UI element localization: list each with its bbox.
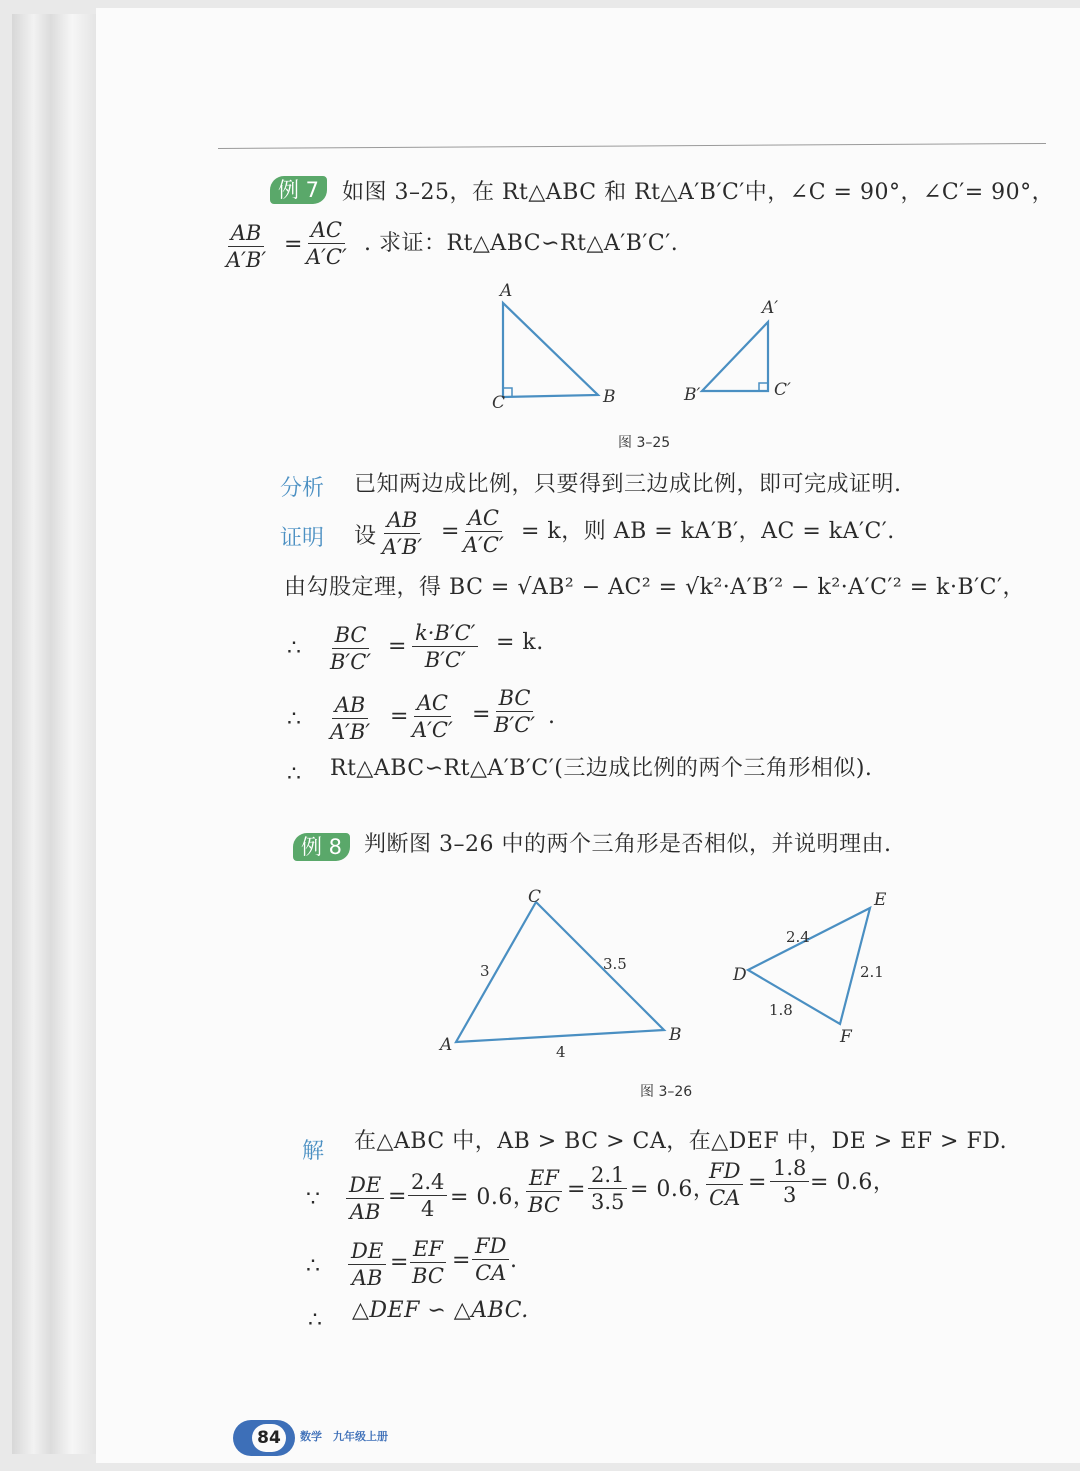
vertex-label-f: F bbox=[840, 1027, 852, 1047]
triangle-a2b2c2 bbox=[683, 298, 791, 405]
therefore-symbol: ∴ bbox=[287, 636, 301, 661]
equals-sign: = bbox=[441, 519, 460, 544]
numerator: FD bbox=[706, 1158, 743, 1185]
vertex-label-e: E bbox=[874, 890, 887, 910]
denominator: AB bbox=[351, 1266, 383, 1290]
equals-sign: = bbox=[452, 1248, 471, 1273]
denominator: BC bbox=[412, 1264, 444, 1288]
page-number: 84 bbox=[252, 1424, 286, 1452]
equals-sign: = bbox=[388, 634, 407, 659]
therefore-symbol: ∴ bbox=[306, 1254, 320, 1279]
fraction-1.8-over-3 bbox=[770, 1155, 809, 1208]
denominator: A′C′ bbox=[306, 245, 347, 269]
equals-sign: = bbox=[388, 1184, 407, 1209]
numerator: 2.1 bbox=[588, 1162, 627, 1189]
proof-line-2-pythagoras: 由勾股定理，得 BC = √AB² − AC² = √k²·A′B′² − k²·A′C′² = k·B′C′， bbox=[284, 575, 1025, 600]
vertex-label-a: A bbox=[440, 1035, 453, 1055]
side-length-ef: 2.1 bbox=[860, 963, 884, 981]
proof-conclusion: Rt△ABC∽Rt△A′B′C′(三边成比例的两个三角形相似). bbox=[330, 756, 873, 781]
numerator: 2.4 bbox=[408, 1169, 447, 1196]
figure-3-26-caption: 图 3–26 bbox=[640, 1084, 693, 1100]
period: . bbox=[548, 704, 556, 729]
equals-k: = k. bbox=[496, 630, 544, 655]
fraction-bc-over-b2c2 bbox=[494, 685, 535, 738]
proof-line-1-rest: = k，则 AB = kA′B′，AC = kA′C′. bbox=[521, 519, 895, 544]
therefore-symbol: ∴ bbox=[308, 1308, 322, 1333]
triangle-def bbox=[732, 890, 887, 1047]
vertex-label-b: B bbox=[603, 387, 616, 407]
denominator: A′B′ bbox=[382, 535, 423, 559]
denominator: 4 bbox=[421, 1197, 435, 1221]
equals-sign: = bbox=[472, 702, 491, 727]
fraction-2.4-over-4 bbox=[408, 1169, 447, 1222]
denominator: A′C′ bbox=[463, 533, 504, 557]
solution-line-1: 在△ABC 中，AB > BC > CA，在△DEF 中，DE > EF > FD. bbox=[354, 1129, 1008, 1154]
numerator: DE bbox=[346, 1172, 384, 1199]
fraction-2.1-over-3.5 bbox=[588, 1162, 627, 1215]
denominator: 3.5 bbox=[591, 1190, 625, 1214]
analysis-text: 已知两边成比例，只要得到三边成比例，即可完成证明. bbox=[354, 472, 902, 497]
side-length-ab: 4 bbox=[556, 1043, 566, 1061]
period: . bbox=[510, 1248, 518, 1273]
because-symbol: ∵ bbox=[306, 1187, 320, 1212]
fraction-de-over-ab bbox=[346, 1172, 384, 1225]
vertex-label-a: A bbox=[500, 281, 513, 301]
therefore-symbol: ∴ bbox=[287, 762, 301, 787]
numerator: DE bbox=[348, 1238, 386, 1265]
fraction-ab-over-a2b2 bbox=[382, 507, 422, 560]
fraction-ac-over-a2c2 bbox=[306, 217, 347, 270]
fraction-fd-over-ca bbox=[472, 1233, 509, 1286]
numerator: BC bbox=[332, 622, 370, 649]
triangle-abc bbox=[492, 281, 616, 413]
side-length-de: 2.4 bbox=[786, 928, 810, 946]
numerator: AC bbox=[308, 217, 345, 244]
numerator: AB bbox=[332, 692, 369, 719]
equals-sign: = bbox=[567, 1177, 586, 1202]
fraction-ef-over-bc bbox=[526, 1165, 562, 1218]
numerator: EF bbox=[410, 1236, 446, 1263]
fraction-bc-over-b2c2 bbox=[330, 622, 371, 675]
example-7-statement: 如图 3–25，在 Rt△ABC 和 Rt△A′B′C′中，∠C = 90°，∠C′= 90°， bbox=[342, 180, 1055, 205]
equals-sign: = bbox=[748, 1170, 767, 1195]
fraction-ac-over-a2c2 bbox=[412, 690, 453, 743]
fraction-ef-over-bc bbox=[410, 1236, 446, 1289]
denominator: A′B′ bbox=[226, 248, 267, 272]
numerator: BC bbox=[496, 685, 534, 712]
numerator: FD bbox=[472, 1233, 509, 1260]
fraction-de-over-ab bbox=[348, 1238, 386, 1291]
fraction-kb2c2-over-b2c2 bbox=[412, 620, 478, 673]
denominator: CA bbox=[475, 1261, 507, 1285]
denominator: AB bbox=[349, 1200, 381, 1224]
numerator: AB bbox=[228, 220, 265, 247]
numerator: AB bbox=[384, 507, 421, 534]
equals-sign: = bbox=[284, 232, 303, 257]
solution-conclusion: △DEF ∽ △ABC. bbox=[352, 1298, 529, 1323]
example-8-statement: 判断图 3–26 中的两个三角形是否相似，并说明理由. bbox=[364, 832, 892, 857]
vertex-label-c: C bbox=[528, 887, 542, 907]
denominator: B′C′ bbox=[330, 650, 372, 674]
denominator: CA bbox=[709, 1186, 741, 1210]
vertex-label-d: D bbox=[733, 965, 747, 985]
side-length-df: 1.8 bbox=[769, 1001, 793, 1019]
denominator: 3 bbox=[783, 1183, 797, 1207]
numerator: 1.8 bbox=[770, 1155, 809, 1182]
figure-3-26 bbox=[430, 880, 900, 1080]
ratio-value-1: = 0.6， bbox=[450, 1185, 536, 1210]
numerator: AC bbox=[465, 505, 502, 532]
side-length-ac: 3 bbox=[480, 962, 490, 980]
vertex-label-b: B bbox=[669, 1025, 682, 1045]
figure-3-25-caption: 图 3–25 bbox=[618, 435, 671, 451]
example-7-tag: 例 7 bbox=[270, 176, 327, 204]
proof-set-word: 设 bbox=[354, 524, 377, 549]
ratio-value-3: = 0.6， bbox=[810, 1170, 896, 1195]
proof-label: 证明 bbox=[280, 526, 325, 551]
triangle-abc bbox=[438, 887, 682, 1061]
side-length-bc: 3.5 bbox=[603, 955, 627, 973]
fraction-ab-over-a2b2 bbox=[226, 220, 266, 273]
numerator: AC bbox=[414, 690, 451, 717]
solution-label: 解 bbox=[302, 1139, 325, 1164]
denominator: BC bbox=[528, 1193, 560, 1217]
book-page-edges bbox=[12, 14, 98, 1454]
equals-sign: = bbox=[390, 704, 409, 729]
figure-3-25 bbox=[470, 275, 810, 425]
vertex-label-a-prime: A′ bbox=[762, 298, 779, 318]
fraction-fd-over-ca bbox=[706, 1158, 743, 1211]
book-title-footer: 数学 九年级上册 bbox=[300, 1430, 388, 1443]
denominator: B′C′ bbox=[494, 713, 536, 737]
equals-sign: = bbox=[390, 1250, 409, 1275]
fraction-ac-over-a2c2 bbox=[463, 505, 504, 558]
vertex-label-c-prime: C′ bbox=[774, 380, 791, 400]
vertex-label-b-prime: B′ bbox=[684, 385, 701, 405]
analysis-label: 分析 bbox=[280, 476, 325, 501]
fraction-ab-over-a2b2 bbox=[330, 692, 370, 745]
denominator: B′C′ bbox=[424, 648, 466, 672]
example-7-prove-statement: . 求证：Rt△ABC∽Rt△A′B′C′. bbox=[364, 231, 679, 256]
example-8-tag: 例 8 bbox=[293, 833, 350, 861]
denominator: A′C′ bbox=[412, 718, 453, 742]
denominator: A′B′ bbox=[330, 720, 371, 744]
numerator: EF bbox=[526, 1165, 562, 1192]
ratio-value-2: = 0.6， bbox=[630, 1177, 716, 1202]
therefore-symbol: ∴ bbox=[287, 707, 301, 732]
numerator: k·B′C′ bbox=[412, 620, 478, 647]
vertex-label-c: C bbox=[492, 393, 506, 413]
